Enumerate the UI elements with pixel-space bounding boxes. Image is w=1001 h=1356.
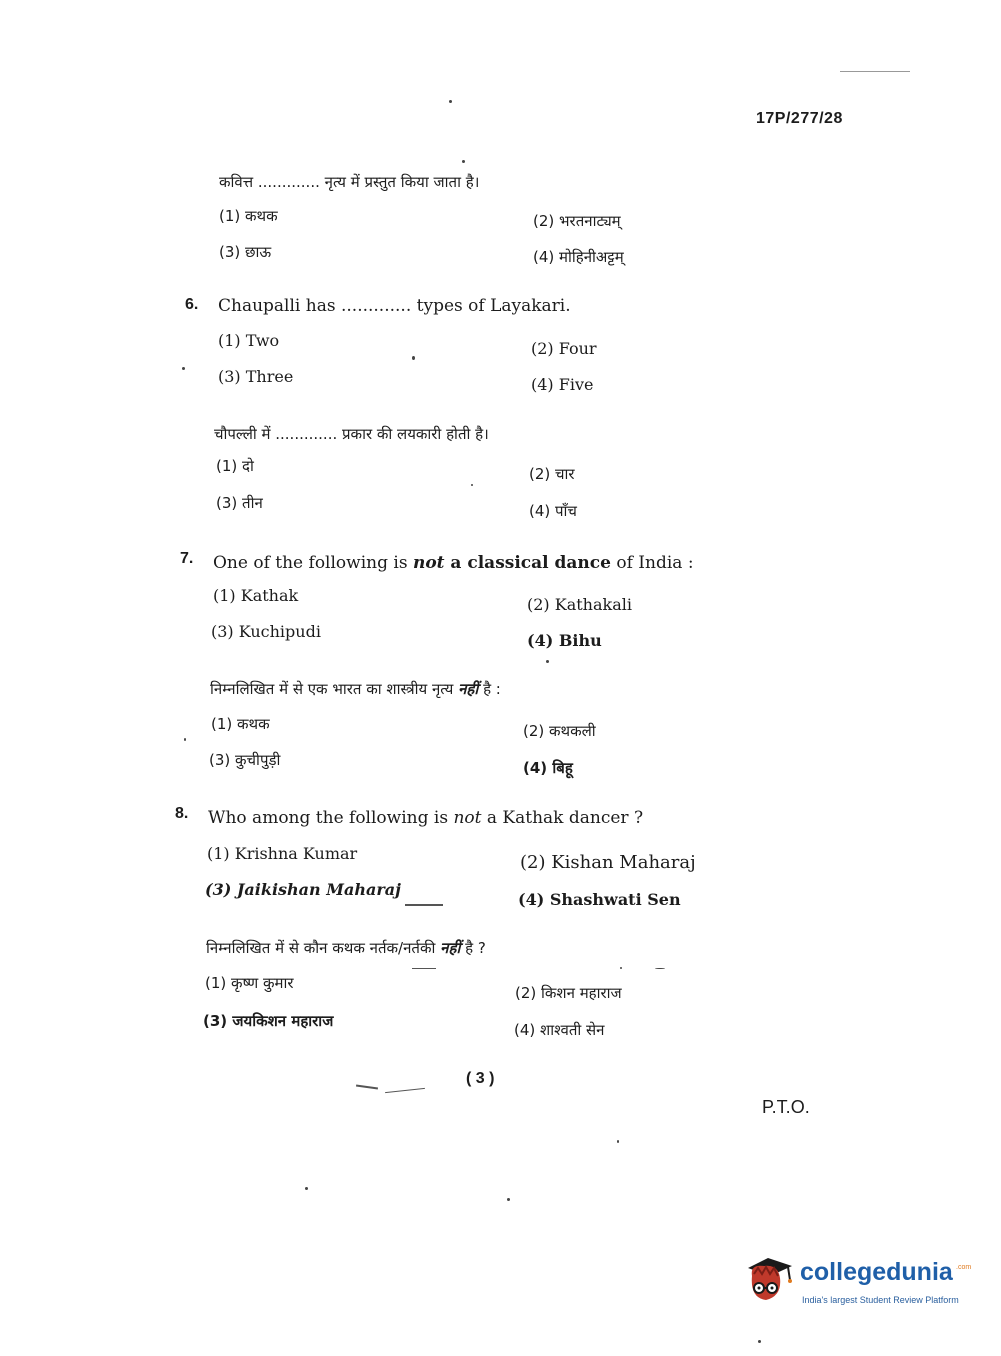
q8-hindi-option-3: (3) जयकिशन महाराज [203,1012,334,1030]
q8-option-1: (1) Krishna Kumar [207,844,358,863]
scan-speck [412,356,415,360]
scan-mark [405,904,443,906]
q7-number: 7. [180,550,194,567]
scan-speck [305,1187,308,1190]
q8-option-4: (4) Shashwati Sen [518,890,681,909]
q6-hindi-option-3: (3) तीन [216,494,263,512]
q8-hindi-stem-pre: निम्नलिखित में से कौन कथक नर्तक/नर्तकी [206,939,441,957]
logo-tld: .com [956,1264,972,1271]
q5-hindi-stem: कवित्त ............. नृत्य में प्रस्तुत किया जाता है। [219,173,480,191]
scan-speck [617,1140,619,1143]
q7-hindi-stem-post: है : [478,680,501,698]
q7-stem-mid: a classical dance [444,553,611,573]
q7-stem-not: not [412,553,445,573]
q7-hindi-stem-pre: निम्नलिखित में से एक भारत का शास्त्रीय नृत्य [210,680,459,698]
q8-hindi-option-1: (1) कृष्ण कुमार [205,974,294,992]
q8-option-2: (2) Kishan Maharaj [520,852,696,873]
scan-speck [546,660,549,663]
q7-option-1: (1) Kathak [213,586,299,605]
q8-number: 8. [175,805,189,822]
q6-stem: Chaupalli has ............. types of Layakari. [218,296,571,316]
q6-option-3: (3) Three [218,367,294,386]
scan-mark [412,968,436,969]
q5-hindi-option-3: (3) छाऊ [219,243,272,261]
q7-option-3: (3) Kuchipudi [211,622,321,641]
scan-speck [507,1198,510,1201]
q7-stem-pre: One of the following is [213,553,413,573]
q8-stem-pre: Who among the following is [208,808,454,828]
q7-hindi-option-4: (4) बिहू [523,759,573,777]
q6-option-2: (2) Four [531,339,597,358]
q6-hindi-option-1: (1) दो [216,457,254,475]
q7-hindi-option-3: (3) कुचीपुड़ी [209,751,281,769]
q8-hindi-stem-post: है ? [460,939,486,957]
q7-stem [213,553,694,573]
q5-hindi-option-2: (2) भरतनाट्यम् [533,212,621,230]
scan-speck [471,484,473,486]
q8-option-3: (3) Jaikishan Maharaj [205,880,401,899]
q8-hindi-stem-not: नहीं [440,939,461,957]
q7-hindi-stem [210,679,501,699]
q5-hindi-option-1: (1) कथक [219,207,278,225]
scan-speck [184,738,186,741]
logo-tagline: India's largest Student Review Platform [802,1295,959,1305]
student-mascot-icon [742,1252,798,1308]
scan-mark [385,1088,425,1093]
pto-label: P.T.O. [762,1097,810,1117]
q8-stem [208,808,643,828]
q6-option-4: (4) Five [531,375,594,394]
q7-option-2: (2) Kathakali [527,595,632,614]
scan-speck [758,1340,761,1343]
logo-wordmark: collegedunia [800,1258,953,1286]
q6-number: 6. [185,296,199,313]
scan-speck [182,367,185,370]
scan-mark [356,1084,378,1089]
q8-stem-post: a Kathak dancer ? [481,808,644,828]
q7-option-4: (4) Bihu [527,631,602,650]
q6-hindi-option-2: (2) चार [529,465,575,483]
scan-speck [449,100,452,103]
scan-speck [620,967,622,969]
q7-hindi-option-2: (2) कथकली [523,722,596,740]
q8-hindi-stem [206,938,486,958]
scan-speck [462,160,465,163]
q5-hindi-option-4: (4) मोहिनीअट्टम् [533,248,624,266]
q7-stem-post: of India : [610,553,694,573]
collegedunia-logo [742,1252,972,1312]
q7-hindi-option-1: (1) कथक [211,715,270,733]
scan-speck [655,968,665,969]
q6-hindi-option-4: (4) पाँच [529,502,577,520]
q7-hindi-stem-not: नहीं [458,680,479,698]
top-rule [840,71,910,72]
q6-hindi-stem: चौपल्ली में ............. प्रकार की लयकारी होती है। [214,425,489,443]
q6-option-1: (1) Two [218,331,280,350]
q8-stem-not: not [453,808,482,828]
q8-hindi-option-2: (2) किशन महाराज [515,984,622,1002]
paper-code: 17P/277/28 [756,110,843,127]
page-number: ( 3 ) [466,1070,495,1087]
q8-hindi-option-4: (4) शाश्वती सेन [514,1021,605,1039]
